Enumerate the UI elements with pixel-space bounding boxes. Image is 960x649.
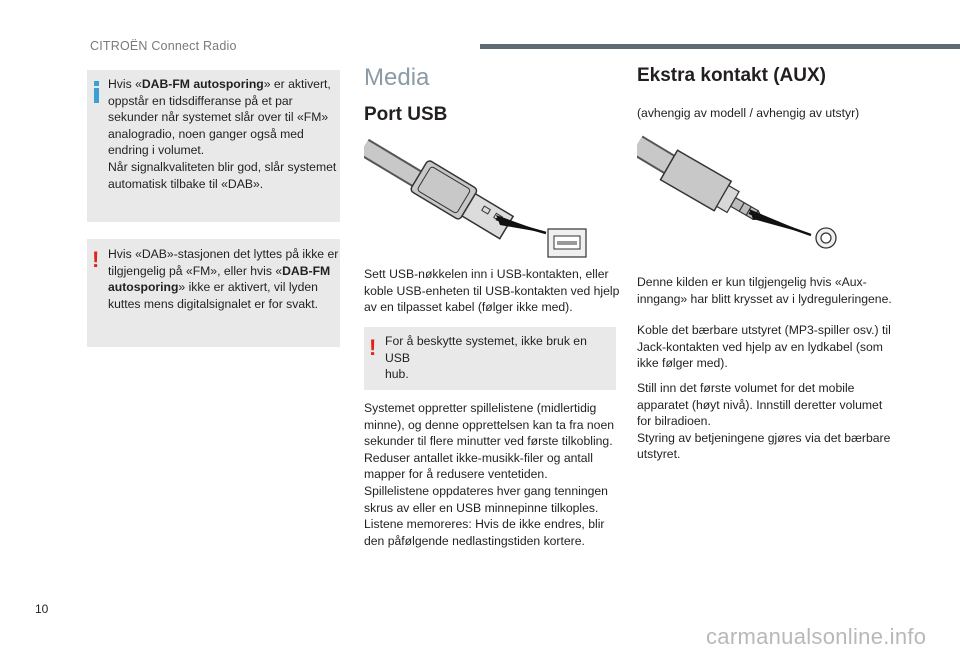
usb-p2-line-3: sekunder til flere minutter ved første tilkobling. xyxy=(364,434,613,449)
usb-p2-line-1: Systemet oppretter spillelistene (midlertidig xyxy=(364,401,597,415)
header-bar xyxy=(480,44,960,49)
warn-left-line-2: tilgjengelig på «FM», eller hvis «DAB-FM xyxy=(108,263,331,278)
info-line-6: Når signalkvaliteten blir god, slår systemet xyxy=(108,159,337,174)
warn-left-line-4: kuttes mens digitalsignalet er for svakt. xyxy=(108,296,318,311)
warn-mid-line-2: hub. xyxy=(385,367,409,382)
warn-left-line-1: Hvis «DAB»-stasjonen det lyttes på ikke er xyxy=(108,247,339,261)
warning-box-left-text xyxy=(108,246,340,312)
usb-paragraph-2 xyxy=(364,400,624,549)
subtitle-aux: Ekstra kontakt (AUX) xyxy=(637,65,826,86)
info-line-5: endring i volumet. xyxy=(108,143,205,158)
usb-paragraph-1 xyxy=(364,266,624,316)
subtitle-usb: Port USB xyxy=(364,104,448,125)
aux-p1-line-2: inngang» har blitt krysset av i lydreguleringene. xyxy=(637,291,892,306)
warning-icon: ! xyxy=(92,247,100,272)
usb-p2-line-7: skrus av eller en USB minnepinne tilkoples. xyxy=(364,500,599,515)
section-title-media: Media xyxy=(364,64,430,91)
usb-p1-line-2: koble USB-enheten til USB-kontakten ved hjelp xyxy=(364,283,620,298)
usb-p2-line-2: minne), og denne opprettelsen kan ta fra noen xyxy=(364,417,615,432)
warning-box-middle-text xyxy=(385,333,615,383)
usb-p2-line-5: mapper for å redusere ventetiden. xyxy=(364,467,548,482)
warn-left-line-3: autosporing» ikke er aktivert, vil lyden xyxy=(108,280,318,295)
header-title: CITROËN Connect Radio xyxy=(90,39,237,53)
usb-p1-line-3: av en tilpasset kabel (følger ikke med). xyxy=(364,300,573,315)
info-box-text xyxy=(108,76,340,192)
usb-p2-line-6: Spillelistene oppdateres hver gang tenningen xyxy=(364,483,608,498)
info-line-1: Hvis «DAB-FM autosporing» er aktivert, xyxy=(108,77,331,91)
aux-p1-line-1: Denne kilden er kun tilgjengelig hvis «Aux- xyxy=(637,275,867,289)
aux-note: (avhengig av modell / avhengig av utstyr) xyxy=(637,106,860,120)
warning-box-left xyxy=(87,239,340,347)
info-box xyxy=(87,70,340,222)
aux-p3-line-3: for bilradioen. xyxy=(637,414,711,429)
info-line-4: analogradio, noen ganger også med xyxy=(108,126,304,141)
info-icon xyxy=(94,81,99,103)
aux-p2-line-3: ikke følger med). xyxy=(637,356,728,371)
aux-paragraph-2 xyxy=(637,322,937,372)
usb-p1-line-1: Sett USB-nøkkelen inn i USB-kontakten, eller xyxy=(364,267,609,281)
jack-connector-illustration xyxy=(637,135,857,255)
aux-p3-line-4: Styring av betjeningene gjøres via det bærbare xyxy=(637,430,891,445)
warning-box-middle xyxy=(364,327,616,390)
warning-icon: ! xyxy=(369,335,377,360)
info-line-2: oppstår en tidsdifferanse på et par xyxy=(108,93,293,108)
aux-p2-line-2: Jack-kontakten ved hjelp av en lydkabel (som xyxy=(637,339,883,354)
aux-p2-line-1: Koble det bærbare utstyret (MP3-spiller osv.) til xyxy=(637,323,891,337)
warn-mid-line-1: For å beskytte systemet, ikke bruk en USB xyxy=(385,334,587,365)
info-line-3: sekunder når systemet slår over til «FM» xyxy=(108,110,329,125)
aux-paragraph-1 xyxy=(637,274,937,307)
aux-paragraph-3 xyxy=(637,380,937,463)
info-line-7: automatisk tilbake til «DAB». xyxy=(108,176,264,191)
page-number: 10 xyxy=(35,602,49,616)
aux-p3-line-2: apparatet (høyt nivå). Innstill deretter volumet xyxy=(637,397,883,412)
usb-connector-illustration xyxy=(364,133,604,263)
usb-p2-line-4: Reduser antallet ikke-musikk-filer og antall xyxy=(364,450,593,465)
usb-p2-line-9: den påfølgende nedlastingstiden kortere. xyxy=(364,533,585,548)
aux-p3-line-1: Still inn det første volumet for det mobile xyxy=(637,381,855,395)
aux-p3-line-5: utstyret. xyxy=(637,447,681,462)
watermark: carmanualsonline.info xyxy=(706,624,927,649)
usb-p2-line-8: Listene memoreres: Hvis de ikke endres, blir xyxy=(364,517,605,532)
